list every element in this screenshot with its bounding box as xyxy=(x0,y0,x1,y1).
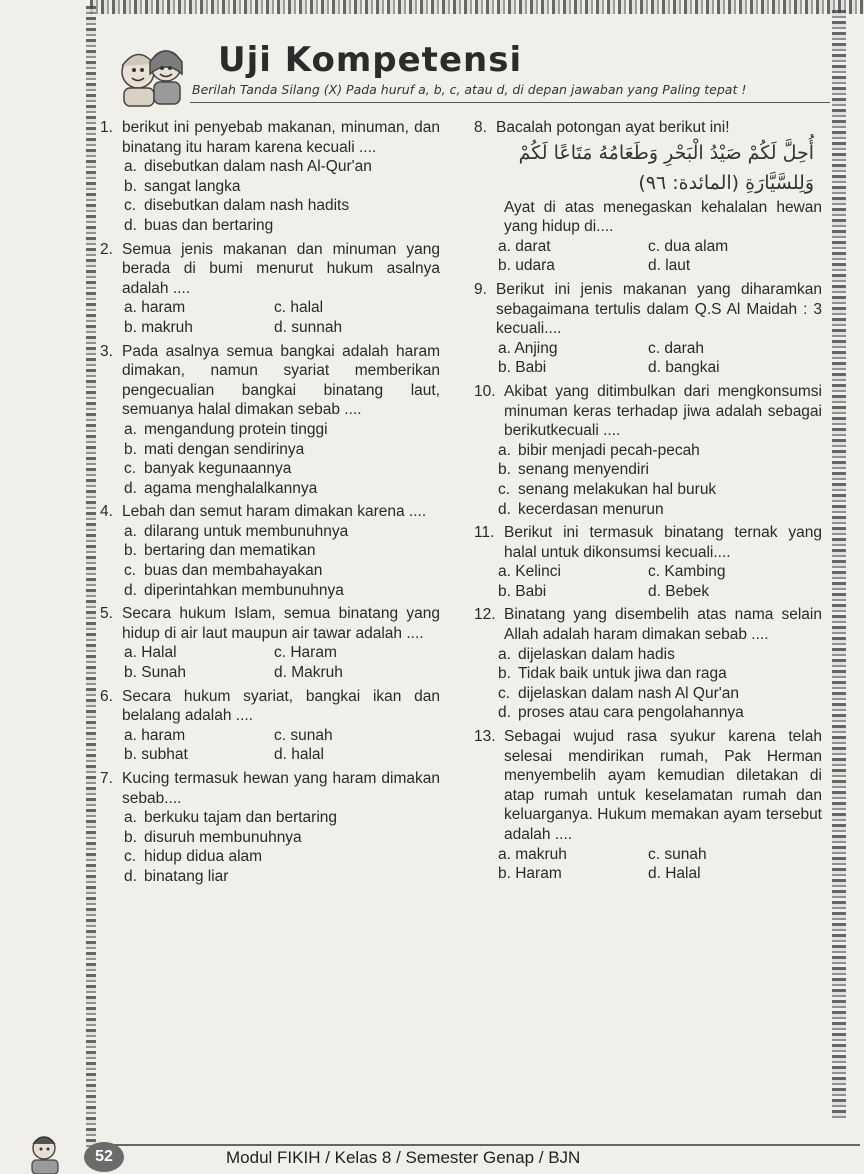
option-a[interactable]: a. bibir menjadi pecah-pecah xyxy=(498,441,700,459)
question-6 xyxy=(100,687,440,765)
left-column xyxy=(100,118,440,891)
question-number: 13. xyxy=(474,728,496,746)
option-b[interactable]: b. sangat langka xyxy=(124,177,241,195)
option-a[interactable]: a. dilarang untuk membunuhnya xyxy=(124,522,349,540)
option-b[interactable]: b. bertaring dan mematikan xyxy=(124,542,316,560)
question-10 xyxy=(474,382,822,519)
header xyxy=(100,20,830,115)
question-11 xyxy=(474,523,822,601)
question-number: 10. xyxy=(474,382,496,400)
question-text: Berikut ini jenis makanan yang diharamkan sebagaimana tertulis dalam Q.S Al Maidah : 3 kecuali.... xyxy=(496,280,822,338)
option-d[interactable]: d. binatang liar xyxy=(124,867,229,885)
option-b[interactable]: b. mati dengan sendirinya xyxy=(124,440,305,458)
question-text: Binatang yang disembelih atas nama selain Allah adalah haram dimakan sebab .... xyxy=(504,606,822,644)
option-row[interactable]: b. subhat d. halal xyxy=(124,746,324,764)
option-a[interactable]: a. dijelaskan dalam hadis xyxy=(498,645,675,663)
question-text: Bacalah potongan ayat berikut ini! xyxy=(496,119,730,136)
question-text: Secara hukum syariat, bangkai ikan dan belalang adalah .... xyxy=(122,687,440,725)
arabic-verse-line-1: أُحِلَّ لَكُمْ صَيْدُ الْبَحْرِ وَطَعَامُهُ مَتَاعًا لَكُمْ xyxy=(518,141,814,164)
question-text: Secara hukum Islam, semua binatang yang hidup di air laut maupun air tawar adalah .... xyxy=(122,605,440,642)
option-c[interactable]: c. disebutkan dalam nash hadits xyxy=(124,197,350,215)
question-number: 9. xyxy=(474,280,487,298)
page-title: Uji Kompetensi xyxy=(218,40,523,80)
option-row[interactable]: b. Babi d. Bebek xyxy=(498,582,710,600)
option-a[interactable]: a. mengandung protein tinggi xyxy=(124,420,328,438)
option-row[interactable]: a. Halal c. Haram xyxy=(124,644,337,662)
question-13 xyxy=(474,727,822,884)
question-text: berikut ini penyebab makanan, minuman, dan binatang itu haram karena kecuali .... xyxy=(122,119,440,156)
option-b[interactable]: b. senang menyendiri xyxy=(498,461,649,479)
child-reading-icon xyxy=(22,1130,82,1174)
arabic-verse-line-2: وَلِلسَّيَّارَةِ (المائدة: ٩٦) xyxy=(638,171,814,194)
question-text: Akibat yang ditimbulkan dari mengkonsumsi minuman keras terhadap jiwa adalah sebagai berikutkecuali .... xyxy=(504,382,822,440)
question-8 xyxy=(474,118,822,276)
option-row[interactable]: b. Babi d. bangkai xyxy=(498,359,720,377)
question-number: 12. xyxy=(474,606,496,624)
decorative-border-right xyxy=(832,10,846,1120)
option-row[interactable]: a. haram c. halal xyxy=(124,299,324,317)
question-number: 11. xyxy=(474,524,495,542)
question-text: Berikut ini termasuk binatang ternak yang halal untuk dikonsumsi kecuali.... xyxy=(504,524,822,561)
option-d[interactable]: d. agama menghalalkannya xyxy=(124,479,318,497)
option-row[interactable]: a. Anjing c. darah xyxy=(498,339,705,357)
option-c[interactable]: c. dijelaskan dalam nash Al Qur'an xyxy=(498,684,739,702)
option-row[interactable]: b. makruh d. sunnah xyxy=(124,318,343,336)
question-12 xyxy=(474,605,822,723)
question-number: 5. xyxy=(100,605,113,623)
option-a[interactable]: a. berkuku tajam dan bertaring xyxy=(124,809,338,827)
question-text: Lebah dan semut haram dimakan karena .... xyxy=(122,503,427,521)
question-text: Sebagai wujud rasa syukur karena telah selesai mendirikan rumah, Pak Herman menyembelih ayam kemudian diletakan di atap rumah untuk keselamatan rumah dan keluarganya. Hukum memakan ayam tersebut adalah .... xyxy=(504,728,822,843)
option-row[interactable]: a. haram c. sunah xyxy=(124,726,333,744)
verse-explanation: Ayat di atas menegaskan kehalalan hewan yang hidup di.... xyxy=(504,198,822,236)
question-number: 6. xyxy=(100,687,113,705)
option-d[interactable]: d. buas dan bertaring xyxy=(124,216,274,234)
footer-divider xyxy=(100,1144,860,1146)
header-divider xyxy=(190,102,830,103)
footer xyxy=(0,1130,864,1174)
question-number: 2. xyxy=(100,240,113,258)
question-text: Kucing termasuk hewan yang haram dimakan sebab.... xyxy=(122,770,440,807)
question-1 xyxy=(100,118,440,236)
option-row[interactable]: b. Sunah d. Makruh xyxy=(124,664,343,682)
option-c[interactable]: c. hidup didua alam xyxy=(124,848,263,866)
question-4 xyxy=(100,502,440,600)
question-2 xyxy=(100,240,440,338)
question-text: Pada asalnya semua bangkai adalah haram dimakan, namun syariat memberikan pengecualian bangkai binatang laut, semuanya halal dimakan sebab .... xyxy=(122,342,440,419)
question-number: 4. xyxy=(100,503,113,521)
question-number: 1. xyxy=(100,119,113,136)
instruction-text: Berilah Tanda Silang (X) Pada huruf a, b, c, atau d, di depan jawaban yang Paling tepat ! xyxy=(192,82,747,97)
question-number: 7. xyxy=(100,770,113,787)
decorative-border-top xyxy=(90,0,864,14)
option-b[interactable]: b. disuruh membunuhnya xyxy=(124,828,302,846)
question-7 xyxy=(100,769,440,887)
footer-module-text: Modul FIKIH / Kelas 8 / Semester Genap / BJN xyxy=(226,1148,581,1167)
option-d[interactable]: d. diperintahkan membunuhnya xyxy=(124,581,344,599)
option-c[interactable]: c. banyak kegunaannya xyxy=(124,460,292,478)
question-number: 8. xyxy=(474,119,487,136)
option-c[interactable]: c. buas dan membahayakan xyxy=(124,562,323,580)
decorative-border-left xyxy=(86,6,96,1156)
question-9 xyxy=(474,280,822,378)
question-5 xyxy=(100,604,440,682)
question-3 xyxy=(100,342,440,499)
question-number: 3. xyxy=(100,342,113,360)
option-d[interactable]: d. proses atau cara pengolahannya xyxy=(498,704,744,722)
option-d[interactable]: d. kecerdasan menurun xyxy=(498,500,664,518)
children-mascot-icon xyxy=(110,30,190,110)
option-a[interactable]: a. disebutkan dalam nash Al-Qur'an xyxy=(124,158,372,176)
page-number-badge: 52 xyxy=(84,1142,124,1172)
option-c[interactable]: c. senang melakukan hal buruk xyxy=(498,480,717,498)
option-b[interactable]: b. Tidak baik untuk jiwa dan raga xyxy=(498,665,727,683)
right-column xyxy=(474,118,822,888)
question-text: Semua jenis makanan dan minuman yang berada di bumi menurut hukum asalnya adalah .... xyxy=(122,240,440,297)
option-row[interactable]: b. Haram d. Halal xyxy=(498,865,701,883)
option-row[interactable]: a. makruh c. sunah xyxy=(498,845,707,863)
option-row[interactable]: b. udara d. laut xyxy=(498,257,691,275)
option-row[interactable]: a. Kelinci c. Kambing xyxy=(498,563,726,581)
option-row[interactable]: a. darat c. dua alam xyxy=(498,237,729,255)
